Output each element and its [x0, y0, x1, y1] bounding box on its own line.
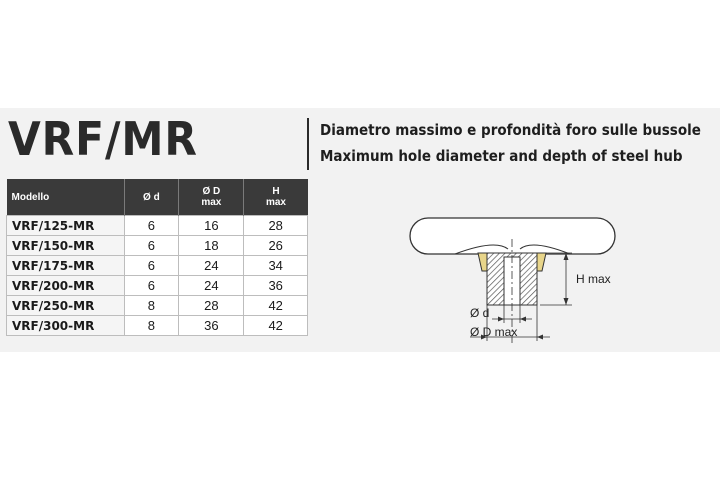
column-header-H-max: H max — [244, 179, 308, 216]
cell-D-max: 36 — [179, 316, 244, 336]
page-title: VRF/MR — [8, 112, 198, 166]
subtitle-english: Maximum hole diameter and depth of steel hub — [320, 147, 683, 165]
cell-d: 6 — [124, 256, 179, 276]
technical-drawing — [400, 205, 630, 350]
cell-model: VRF/150-MR — [7, 236, 125, 256]
column-header-model: Modello — [7, 179, 125, 216]
table-row — [7, 296, 308, 316]
cell-d: 6 — [124, 276, 179, 296]
cell-model: VRF/125-MR — [7, 216, 125, 236]
d-arrow-right — [520, 317, 526, 322]
column-header-D-max: Ø D max — [179, 179, 244, 216]
cell-d: 6 — [124, 216, 179, 236]
cell-D-max: 24 — [179, 256, 244, 276]
cell-D-max: 28 — [179, 296, 244, 316]
table-row — [7, 236, 308, 256]
cell-model: VRF/300-MR — [7, 316, 125, 336]
cell-D-max: 18 — [179, 236, 244, 256]
d-arrow-left — [498, 317, 504, 322]
cell-d: 8 — [124, 316, 179, 336]
label-h-max: H max — [576, 272, 611, 286]
table-row — [7, 216, 308, 236]
table-row — [7, 256, 308, 276]
column-header-d: Ø d — [124, 179, 179, 216]
cell-model: VRF/200-MR — [7, 276, 125, 296]
table-row — [7, 316, 308, 336]
cell-d: 6 — [124, 236, 179, 256]
spec-table — [6, 179, 308, 336]
cell-H-max: 28 — [244, 216, 308, 236]
D-arrow-right — [537, 335, 543, 340]
h-arrow-bottom — [564, 298, 569, 305]
cell-model: VRF/175-MR — [7, 256, 125, 276]
handwheel-rim — [410, 218, 615, 254]
cell-D-max: 16 — [179, 216, 244, 236]
bore-hole — [504, 257, 520, 305]
title-divider — [307, 118, 309, 170]
cell-H-max: 34 — [244, 256, 308, 276]
cell-H-max: 42 — [244, 296, 308, 316]
cell-H-max: 42 — [244, 316, 308, 336]
label-d: Ø d — [470, 306, 490, 320]
table-header-row — [7, 179, 308, 216]
label-D-max: Ø D max — [470, 325, 518, 339]
cell-D-max: 24 — [179, 276, 244, 296]
table-row — [7, 276, 308, 296]
cell-H-max: 26 — [244, 236, 308, 256]
cell-d: 8 — [124, 296, 179, 316]
cell-H-max: 36 — [244, 276, 308, 296]
subtitle-italian: Diametro massimo e profondità foro sulle bussole — [320, 121, 701, 139]
cell-model: VRF/250-MR — [7, 296, 125, 316]
